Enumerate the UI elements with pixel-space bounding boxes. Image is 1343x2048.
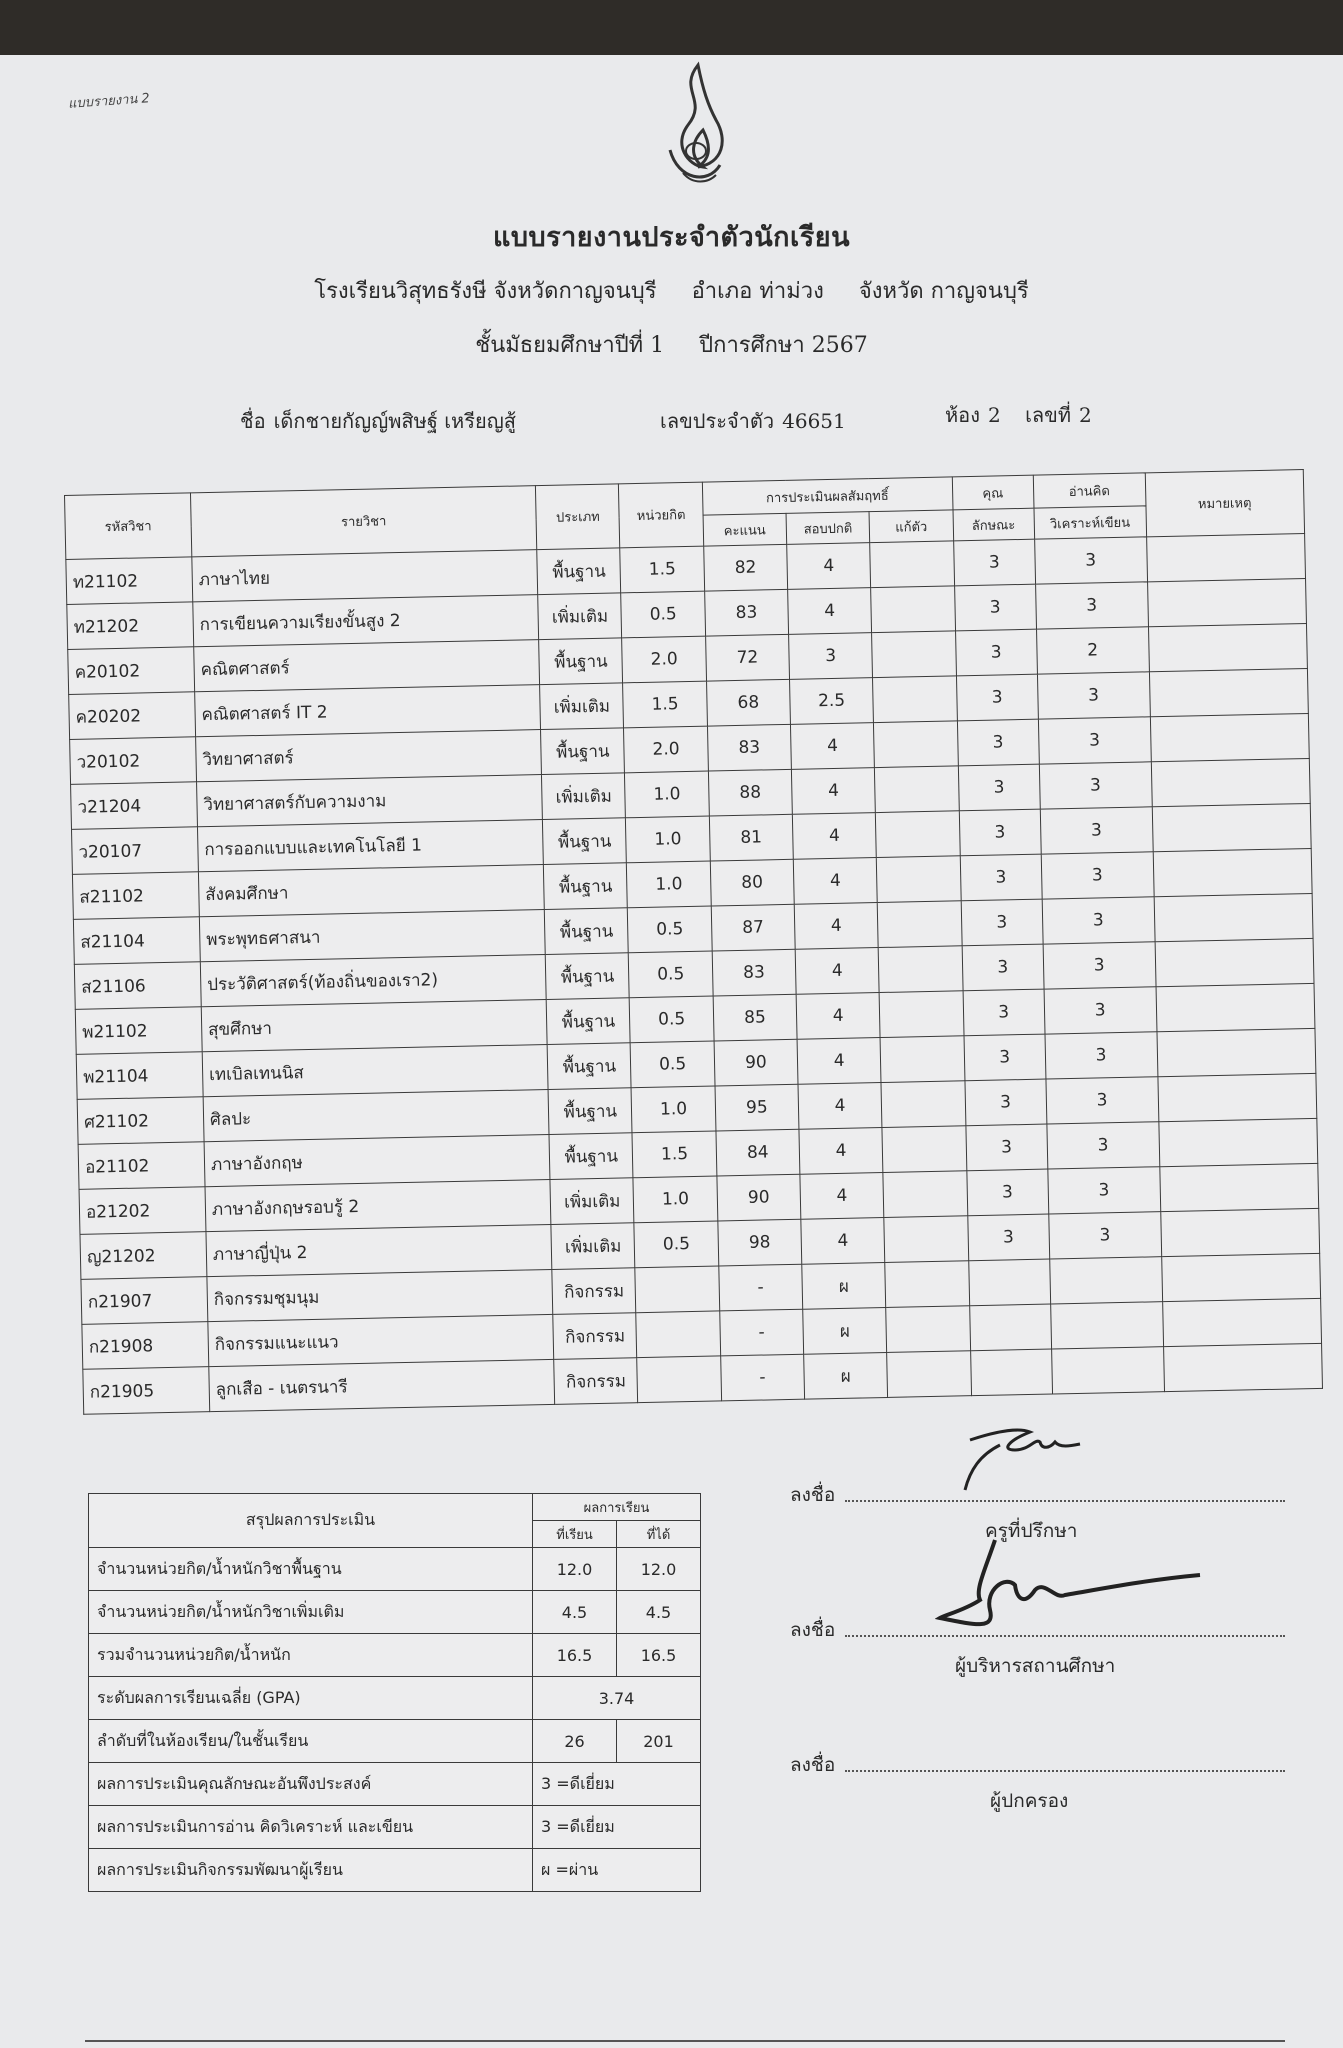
signature-line	[845, 1770, 1285, 1772]
row-type: เพิ่มเติม	[540, 683, 624, 730]
row-character: 3	[965, 1124, 1047, 1171]
row-subject: การออกแบบและเทคโนโลยี 1	[197, 820, 543, 872]
row-character: 3	[954, 584, 1036, 631]
row-type: พื้นฐาน	[545, 953, 629, 1000]
row-grade: 4	[798, 1083, 882, 1130]
row-code: ก21907	[81, 1277, 208, 1325]
signature-parent	[790, 1750, 1069, 1812]
row-retake	[877, 856, 961, 903]
row-type: กิจกรรม	[552, 1268, 636, 1315]
signature-label: ลงชื่อ	[790, 1754, 836, 1776]
row-reading	[1051, 1347, 1164, 1394]
row-code: ท21202	[67, 602, 194, 650]
row-character: 3	[955, 629, 1037, 676]
row-score: 82	[703, 544, 787, 591]
summary-row-character	[89, 1763, 701, 1806]
row-grade: 4	[797, 1038, 881, 1085]
row-reading: 3	[1037, 672, 1150, 719]
header-assessment: การประเมินผลสัมฤทธิ์	[702, 477, 952, 515]
row-score: 87	[711, 904, 795, 951]
row-score: 81	[709, 814, 793, 861]
row-character: 3	[957, 719, 1039, 766]
row-type: พื้นฐาน	[547, 1043, 631, 1090]
academic-year: ปีการศึกษา 2567	[699, 333, 868, 358]
row-character: 3	[967, 1214, 1049, 1261]
row-credits: 1.0	[625, 771, 709, 818]
row-remark	[1159, 1163, 1318, 1211]
row-grade: 4	[796, 993, 880, 1040]
row-subject: ภาษาญี่ปุ่น 2	[206, 1224, 552, 1276]
school-line	[0, 273, 1343, 308]
summary-title: สรุปผลการประเมิน	[89, 1494, 533, 1548]
row-credits	[637, 1356, 721, 1403]
room-block	[945, 399, 1110, 431]
row-retake	[871, 586, 955, 633]
row-retake	[881, 1081, 965, 1128]
summary-result-header: ผลการเรียน	[533, 1494, 701, 1521]
row-credits: 0.5	[629, 951, 713, 998]
row-score: 84	[716, 1129, 800, 1176]
header-retake: แก้ตัว	[869, 510, 953, 543]
row-retake	[875, 766, 959, 813]
row-credits	[636, 1311, 720, 1358]
row-reading: 3	[1044, 987, 1157, 1034]
row-grade: ผ	[803, 1307, 887, 1354]
class-line	[0, 327, 1343, 362]
row-grade: 4	[800, 1172, 884, 1219]
row-subject: คณิตศาสตร์	[194, 640, 540, 692]
row-reading: 3	[1045, 1032, 1158, 1079]
row-remark	[1146, 534, 1305, 582]
signature-role: ครูที่ปรึกษา	[985, 1520, 1078, 1542]
row-character: 3	[958, 764, 1040, 811]
row-grade: 4	[801, 1217, 885, 1264]
signature-role: ผู้บริหารสถานศึกษา	[955, 1655, 1116, 1677]
summary-label: ผลการประเมินการอ่าน คิดวิเคราะห์ และเขียน	[89, 1806, 533, 1849]
row-retake	[870, 541, 954, 588]
row-character	[970, 1349, 1052, 1396]
row-subject: วิทยาศาสตร์	[196, 730, 542, 782]
row-code: ว20102	[70, 737, 197, 785]
row-credits: 1.0	[626, 816, 710, 863]
row-type: พื้นฐาน	[544, 863, 628, 910]
school-emblem-icon	[648, 55, 738, 195]
row-reading: 3	[1048, 1167, 1161, 1214]
header-grade: สอบปกติ	[786, 512, 870, 545]
row-reading: 3	[1041, 852, 1154, 899]
row-credits	[635, 1266, 719, 1313]
summary-value: 16.5	[617, 1634, 701, 1677]
row-code: ว20107	[72, 827, 199, 875]
row-subject: พระพุทธศาสนา	[199, 910, 545, 962]
row-credits: 2.0	[622, 636, 706, 683]
row-type: พื้นฐาน	[539, 638, 623, 685]
row-reading: 3	[1039, 762, 1152, 809]
row-grade: ผ	[804, 1352, 888, 1399]
row-credits: 1.0	[632, 1086, 716, 1133]
row-grade: 4	[792, 813, 876, 860]
bottom-rule	[85, 2040, 1285, 2042]
row-grade: 4	[799, 1128, 883, 1175]
row-score: 83	[712, 949, 796, 996]
row-score: -	[719, 1264, 803, 1311]
row-remark	[1153, 848, 1312, 896]
summary-label: ผลการประเมินคุณลักษณะอันพึงประสงค์	[89, 1763, 533, 1806]
rank-room: 26	[533, 1720, 617, 1763]
row-code: อ21102	[78, 1142, 205, 1190]
summary-label: จำนวนหน่วยกิต/น้ำหนักวิชาเพิ่มเติม	[89, 1591, 533, 1634]
row-remark	[1152, 803, 1311, 851]
row-type: พื้นฐาน	[543, 818, 627, 865]
row-remark	[1156, 983, 1315, 1031]
row-remark	[1162, 1298, 1321, 1346]
row-type: เพิ่มเติม	[551, 1223, 635, 1270]
row-type: พื้นฐาน	[544, 908, 628, 955]
row-credits: 0.5	[628, 906, 712, 953]
row-retake	[887, 1351, 971, 1398]
row-grade: 3	[789, 633, 873, 680]
room-label: ห้อง	[945, 403, 980, 427]
rank-class: 201	[617, 1720, 701, 1763]
row-remark	[1163, 1343, 1322, 1391]
row-retake	[878, 946, 962, 993]
row-reading	[1050, 1302, 1163, 1349]
row-character: 3	[966, 1169, 1048, 1216]
row-score: -	[720, 1354, 804, 1401]
row-remark	[1155, 938, 1314, 986]
summary-value: 12.0	[617, 1548, 701, 1591]
signature-label: ลงชื่อ	[790, 1484, 836, 1506]
summary-row-rank	[89, 1720, 701, 1763]
header-score: คะแนน	[703, 513, 787, 546]
row-score: 98	[718, 1219, 802, 1266]
summary-value: 4.5	[617, 1591, 701, 1634]
row-reading: 3	[1046, 1077, 1159, 1124]
row-code: อ21202	[79, 1187, 206, 1235]
row-type: พื้นฐาน	[549, 1133, 633, 1180]
summary-value: 16.5	[533, 1634, 617, 1677]
row-retake	[885, 1261, 969, 1308]
summary-value: 3 =ดีเยี่ยม	[533, 1806, 701, 1849]
summary-table	[88, 1493, 701, 1892]
row-credits: 1.0	[633, 1176, 717, 1223]
row-score: 80	[710, 859, 794, 906]
row-character: 3	[962, 944, 1044, 991]
row-subject: ภาษาอังกฤษรอบรู้ 2	[205, 1179, 551, 1231]
director-signature-icon	[935, 1530, 1215, 1650]
row-retake	[886, 1306, 970, 1353]
summary-row-basic	[89, 1548, 701, 1591]
row-subject: วิทยาศาสตร์กับความงาม	[196, 775, 542, 827]
signature-director	[790, 1615, 1116, 1677]
number-label: เลขที่	[1025, 403, 1072, 427]
row-credits: 0.5	[631, 1041, 715, 1088]
row-score: -	[719, 1309, 803, 1356]
row-code: ค20202	[69, 692, 196, 740]
school-name: โรงเรียนวิสุทธรังษี จังหวัดกาญจนบุรี	[314, 279, 657, 304]
row-credits: 1.5	[632, 1131, 716, 1178]
row-code: พ21102	[75, 1007, 202, 1055]
row-credits: 1.0	[627, 861, 711, 908]
row-grade: 4	[790, 723, 874, 770]
row-remark	[1147, 579, 1306, 627]
row-score: 72	[705, 634, 789, 681]
row-grade: 2.5	[790, 678, 874, 725]
row-character	[968, 1259, 1050, 1306]
row-grade: 4	[788, 588, 872, 635]
header-code: รหัสวิชา	[65, 493, 192, 560]
row-score: 90	[717, 1174, 801, 1221]
row-reading: 3	[1040, 807, 1153, 854]
row-code: ส21106	[74, 962, 201, 1010]
form-label: แบบรายงาน 2	[67, 91, 151, 112]
header-credits: หน่วยกิต	[619, 482, 704, 548]
row-subject: สุขศึกษา	[201, 1000, 547, 1052]
row-reading: 3	[1042, 897, 1155, 944]
summary-value: 4.5	[533, 1591, 617, 1634]
signature-line	[845, 1500, 1285, 1502]
header-remark: หมายเหตุ	[1145, 470, 1305, 537]
student-name-label: ชื่อ	[240, 409, 266, 433]
row-type: เพิ่มเติม	[538, 593, 622, 640]
row-remark	[1149, 668, 1308, 716]
summary-label: ผลการประเมินกิจกรรมพัฒนาผู้เรียน	[89, 1849, 533, 1892]
row-remark	[1161, 1253, 1320, 1301]
row-remark	[1151, 758, 1310, 806]
row-credits: 0.5	[630, 996, 714, 1043]
row-reading: 3	[1035, 582, 1148, 629]
row-reading: 2	[1036, 627, 1149, 674]
row-character: 3	[959, 809, 1041, 856]
row-character: 3	[963, 989, 1045, 1036]
row-grade: 4	[791, 768, 875, 815]
summary-row-gpa	[89, 1677, 701, 1720]
row-type: เพิ่มเติม	[542, 773, 626, 820]
advisor-signature-icon	[960, 1420, 1100, 1500]
row-grade: 4	[793, 858, 877, 905]
row-character: 3	[961, 899, 1043, 946]
row-remark	[1160, 1208, 1319, 1256]
row-reading	[1050, 1257, 1163, 1304]
row-remark	[1157, 1073, 1316, 1121]
row-credits: 2.0	[624, 726, 708, 773]
row-type: กิจกรรม	[553, 1313, 637, 1360]
row-score: 88	[708, 769, 792, 816]
row-remark	[1154, 893, 1313, 941]
header-reading-2: วิเคราะห์เขียน	[1034, 506, 1146, 539]
row-subject: ประวัติศาสตร์(ท้องถิ่นของเรา2)	[200, 955, 546, 1007]
row-subject: กิจกรรมชุมนุม	[207, 1269, 553, 1321]
row-reading: 3	[1034, 537, 1147, 584]
grade-rows	[66, 534, 1323, 1415]
summary-value: 3 =ดีเยี่ยม	[533, 1763, 701, 1806]
row-grade: 4	[787, 543, 871, 590]
signature-label: ลงชื่อ	[790, 1619, 836, 1641]
row-code: ส21104	[73, 917, 200, 965]
row-reading: 3	[1038, 717, 1151, 764]
province: จังหวัด กาญจนบุรี	[858, 279, 1029, 304]
row-type: พื้นฐาน	[541, 728, 625, 775]
student-id: 46651	[782, 409, 846, 433]
summary-label: จำนวนหน่วยกิต/น้ำหนักวิชาพื้นฐาน	[89, 1548, 533, 1591]
row-reading: 3	[1049, 1212, 1162, 1259]
row-character: 3	[953, 539, 1035, 586]
row-code: ญ21202	[80, 1232, 207, 1280]
summary-value: 12.0	[533, 1548, 617, 1591]
row-retake	[873, 676, 957, 723]
grades-table	[64, 469, 1323, 1415]
summary-row-activity	[89, 1849, 701, 1892]
student-id-block	[660, 405, 864, 437]
row-score: 85	[713, 994, 797, 1041]
row-retake	[879, 991, 963, 1038]
summary-row-total	[89, 1634, 701, 1677]
row-subject: ภาษาไทย	[192, 550, 538, 602]
row-subject: การเขียนความเรียงขั้นสูง 2	[193, 595, 539, 647]
row-grade: 4	[794, 903, 878, 950]
row-reading: 3	[1043, 942, 1156, 989]
row-code: ว21204	[71, 782, 198, 830]
summary-row-additional	[89, 1591, 701, 1634]
row-credits: 1.5	[620, 546, 704, 593]
signature-advisor	[790, 1480, 1078, 1542]
row-retake	[883, 1171, 967, 1218]
summary-col-registered: ที่เรียน	[533, 1521, 617, 1548]
row-score: 68	[706, 679, 790, 726]
row-type: เพิ่มเติม	[550, 1178, 634, 1225]
row-code: ท21102	[66, 557, 193, 605]
row-type: พื้นฐาน	[548, 1088, 632, 1135]
district: อำเภอ ท่าม่วง	[691, 279, 824, 304]
row-grade: 4	[795, 948, 879, 995]
row-score: 83	[704, 589, 788, 636]
row-subject: คณิตศาสตร์ IT 2	[195, 685, 541, 737]
header-reading-1: อ่านคิด	[1033, 473, 1145, 508]
header-type: ประเภท	[536, 484, 621, 550]
row-type: พื้นฐาน	[546, 998, 630, 1045]
header-character-2: ลักษณะ	[953, 508, 1035, 541]
row-character	[969, 1304, 1051, 1351]
gpa-value: 3.74	[533, 1677, 701, 1720]
grade-level: ชั้นมัธยมศึกษาปีที่ 1	[475, 333, 665, 358]
row-remark	[1158, 1118, 1317, 1166]
row-subject: เทเบิลเทนนิส	[202, 1044, 548, 1096]
row-remark	[1156, 1028, 1315, 1076]
summary-label: ลำดับที่ในห้องเรียน/ในชั้นเรียน	[89, 1720, 533, 1763]
row-retake	[884, 1216, 968, 1263]
number-value: 2	[1079, 403, 1092, 427]
summary-value: ผ =ผ่าน	[533, 1849, 701, 1892]
student-name-block	[240, 405, 534, 437]
summary-col-earned: ที่ได้	[617, 1521, 701, 1548]
row-credits: 0.5	[621, 591, 705, 638]
row-code: ส21102	[72, 872, 199, 920]
student-name: เด็กชายกัญญ์พสิษฐ์ เหรียญสู้	[273, 409, 516, 433]
signature-role: ผู้ปกครอง	[990, 1790, 1069, 1812]
row-retake	[874, 721, 958, 768]
row-subject: ภาษาอังกฤษ	[204, 1134, 550, 1186]
page-title: แบบรายงานประจำตัวนักเรียน	[492, 222, 851, 253]
row-credits: 0.5	[634, 1221, 718, 1268]
report-paper	[0, 55, 1343, 2048]
row-code: พ21104	[76, 1052, 203, 1100]
summary-label: ระดับผลการเรียนเฉลี่ย (GPA)	[89, 1677, 533, 1720]
header-character-1: คุณ	[952, 475, 1034, 510]
room-value: 2	[987, 403, 1001, 427]
row-score: 90	[714, 1039, 798, 1086]
row-score: 83	[707, 724, 791, 771]
student-id-label: เลขประจำตัว	[660, 409, 775, 433]
row-grade: ผ	[802, 1262, 886, 1309]
summary-label: รวมจำนวนหน่วยกิต/น้ำหนัก	[89, 1634, 533, 1677]
row-retake	[872, 631, 956, 678]
row-retake	[877, 901, 961, 948]
row-character: 3	[956, 674, 1038, 721]
row-code: ศ21102	[77, 1097, 204, 1145]
row-retake	[882, 1126, 966, 1173]
row-code: ก21908	[82, 1322, 209, 1370]
row-subject: สังคมศึกษา	[198, 865, 544, 917]
row-reading: 3	[1047, 1122, 1160, 1169]
row-subject: กิจกรรมแนะแนว	[208, 1314, 554, 1366]
row-subject: ศิลปะ	[203, 1089, 549, 1141]
row-subject: ลูกเสือ - เนตรนารี	[209, 1359, 555, 1411]
row-remark	[1148, 624, 1307, 672]
row-type: พื้นฐาน	[537, 548, 621, 595]
row-character: 3	[960, 854, 1042, 901]
row-code: ค20102	[68, 647, 195, 695]
row-code: ก21905	[83, 1367, 210, 1415]
row-credits: 1.5	[623, 681, 707, 728]
row-type: กิจกรรม	[554, 1358, 638, 1405]
row-remark	[1150, 713, 1309, 761]
row-character: 3	[964, 1034, 1046, 1081]
row-retake	[880, 1036, 964, 1083]
row-retake	[876, 811, 960, 858]
summary-row-reading	[89, 1806, 701, 1849]
row-score: 95	[715, 1084, 799, 1131]
header-subject: รายวิชา	[190, 486, 537, 557]
row-character: 3	[965, 1079, 1047, 1126]
